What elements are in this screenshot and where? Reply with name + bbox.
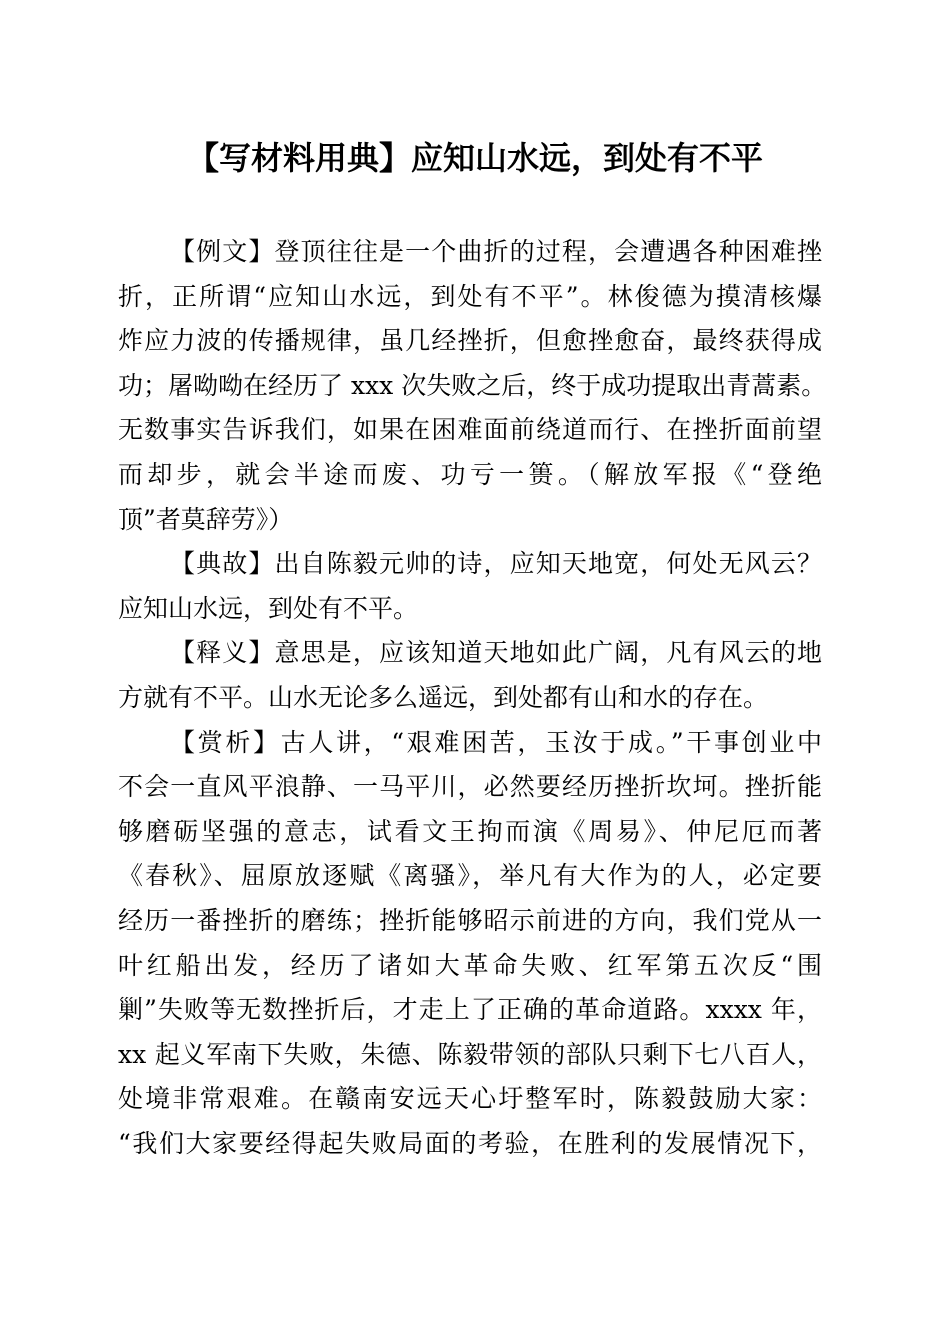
text-line: 折，正所谓“应知山水远，到处有不平”。林俊德为摸清核爆 — [118, 281, 822, 311]
text-line: 剿”失败等无数挫折后，才走上了正确的革命道路。xxxx 年， — [118, 995, 822, 1025]
text-line: 而却步，就会半途而废、功亏一篑。（解放军报《“登绝 — [118, 459, 822, 489]
text-line: 【例文】登顶往往是一个曲折的过程，会遭遇各种困难挫 — [170, 237, 822, 266]
document-title: 【写材料用典】应知山水远，到处有不平 — [186, 139, 763, 177]
text-line: 【赏析】古人讲，“艰难困苦，玉汝于成。”干事创业中 — [170, 727, 822, 757]
text-line: 顶”者莫辞劳》） — [118, 504, 294, 534]
text-line: 叶红船出发，经历了诸如大革命失败、红军第五次反“围 — [118, 950, 822, 980]
text-line: 够磨砺坚强的意志，试看文王拘而演《周易》、仲尼厄而著 — [118, 816, 822, 846]
text-line: 【典故】出自陈毅元帅的诗，应知天地宽，何处无风云？ — [170, 549, 822, 579]
example-paragraph — [118, 230, 827, 542]
text-line: 《春秋》、屈原放逐赋《离骚》，举凡有大作为的人，必定要 — [118, 861, 822, 891]
appreciation-paragraph — [118, 721, 822, 1167]
text-line: 【释义】意思是，应该知道天地如此广阔，凡有风云的地 — [170, 638, 822, 668]
text-line: 炸应力波的传播规律，虽几经挫折，但愈挫愈奋，最终获得成 — [118, 326, 822, 356]
allusion-paragraph — [118, 542, 822, 631]
text-line: 经历一番挫折的磨练；挫折能够昭示前进的方向，我们党从一 — [118, 905, 822, 935]
text-line: xx 起义军南下失败，朱德、陈毅带领的部队只剩下七八百人， — [118, 1039, 822, 1069]
text-line: 不会一直风平浪静、一马平川，必然要经历挫折坎坷。挫折能 — [118, 772, 822, 802]
document-body — [118, 230, 827, 1166]
text-line: 无数事实告诉我们，如果在困难面前绕道而行、在挫折面前望 — [118, 415, 822, 445]
text-line: 功；屠呦呦在经历了 xxx 次失败之后，终于成功提取出青蒿素。 — [118, 370, 827, 400]
text-line: “我们大家要经得起失败局面的考验，在胜利的发展情况下， — [118, 1128, 822, 1158]
text-line: 方就有不平。山水无论多么遥远，到处都有山和水的存在。 — [118, 682, 769, 712]
text-line: 处境非常艰难。在赣南安远天心圩整军时，陈毅鼓励大家： — [118, 1084, 822, 1114]
text-line: 应知山水远，到处有不平。 — [118, 593, 419, 623]
meaning-paragraph — [118, 631, 822, 720]
